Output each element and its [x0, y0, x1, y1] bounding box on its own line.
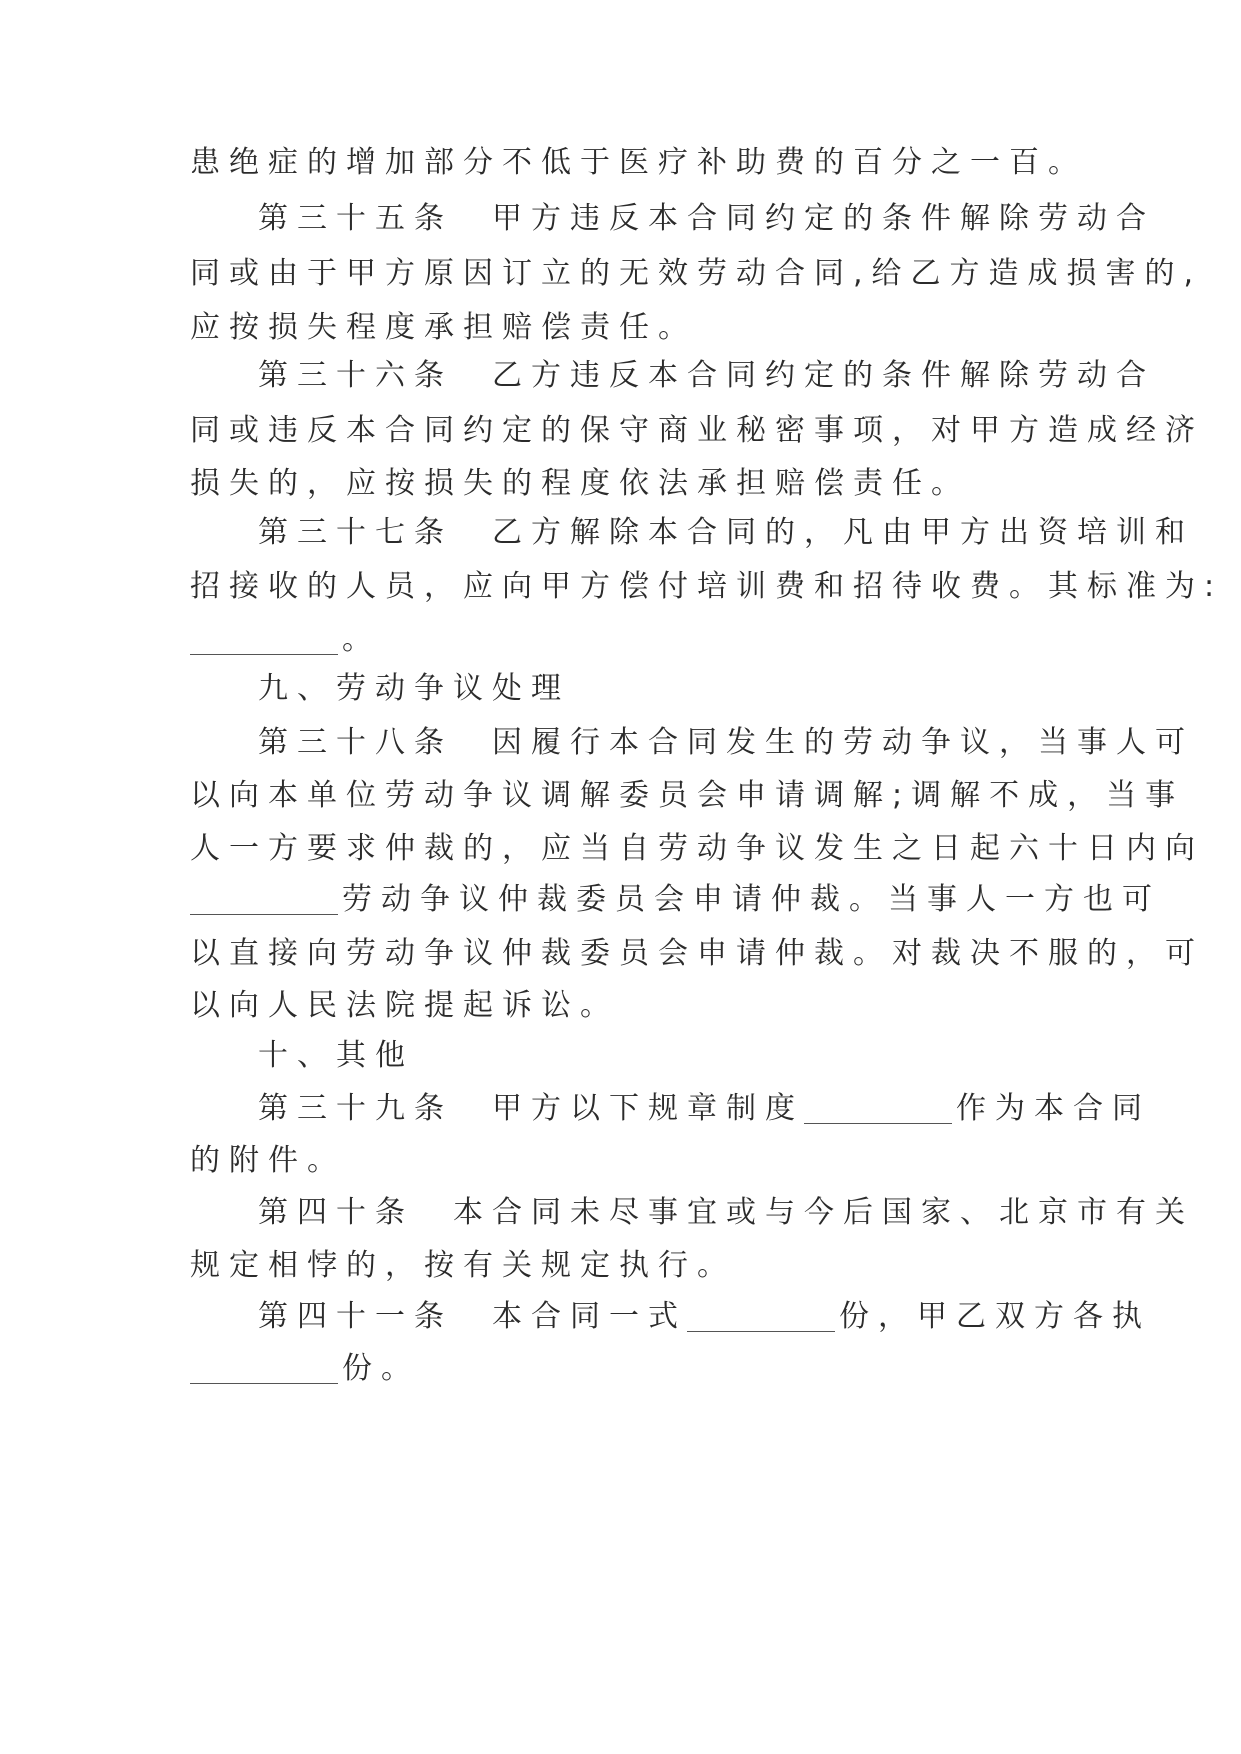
- blank-suffix: 。: [342, 622, 381, 657]
- article-40-line-2: 规定相悖的，按有关规定执行。: [190, 1248, 736, 1283]
- fill-in-blank: [190, 1353, 338, 1384]
- article-39-text-before: 第三十九条 甲方以下规章制度: [258, 1091, 804, 1126]
- article-40-line-1: 第四十条 本合同未尽事宜或与今后国家、北京市有关: [258, 1195, 1194, 1230]
- article-39-line-2: 的附件。: [190, 1143, 346, 1178]
- article-36-line-3: 损失的，应按损失的程度依法承担赔偿责任。: [190, 466, 970, 501]
- fill-in-blank: [190, 624, 338, 655]
- fill-in-blank: [687, 1301, 835, 1332]
- article-38-line-5: 以直接向劳动争议仲裁委员会申请仲裁。对裁决不服的，可: [190, 936, 1204, 971]
- article-37-line-3: [190, 620, 1090, 660]
- article-35-line-1: 第三十五条 甲方违反本合同约定的条件解除劳动合: [258, 201, 1155, 236]
- article-39-text-after: 作为本合同: [956, 1091, 1151, 1126]
- article-38-line-4-text: 劳动争议仲裁委员会申请仲裁。当事人一方也可: [342, 882, 1161, 917]
- article-38-line-4: [190, 880, 1161, 920]
- article-39-line-1: [258, 1089, 1158, 1129]
- article-41-line-2-text: 份。: [342, 1351, 420, 1386]
- article-41-text-after: 份，甲乙双方各执: [839, 1299, 1151, 1334]
- article-41-line-1: [258, 1297, 1158, 1337]
- section-10-heading: 十、其他: [258, 1038, 414, 1073]
- article-36-line-1: 第三十六条 乙方违反本合同约定的条件解除劳动合: [258, 358, 1155, 393]
- article-38-line-3: 人一方要求仲裁的，应当自劳动争议发生之日起六十日内向: [190, 831, 1204, 866]
- article-37-line-2: 招接收的人员，应向甲方偿付培训费和招待收费。其标准为:: [190, 569, 1224, 604]
- article-38-line-2: 以向本单位劳动争议调解委员会申请调解;调解不成，当事: [190, 778, 1185, 813]
- article-41-text-before: 第四十一条 本合同一式: [258, 1299, 687, 1334]
- article-37-line-1: 第三十七条 乙方解除本合同的，凡由甲方出资培训和: [258, 515, 1194, 550]
- article-35-line-2: 同或由于甲方原因订立的无效劳动合同,给乙方造成损害的,: [190, 256, 1203, 291]
- article-38-line-1: 第三十八条 因履行本合同发生的劳动争议，当事人可: [258, 725, 1194, 760]
- article-35-line-3: 应按损失程度承担赔偿责任。: [190, 310, 697, 345]
- text-line: 患绝症的增加部分不低于医疗补助费的百分之一百。: [190, 145, 1087, 180]
- section-9-heading: 九、劳动争议处理: [258, 671, 570, 706]
- fill-in-blank: [804, 1093, 952, 1124]
- article-36-line-2: 同或违反本合同约定的保守商业秘密事项，对甲方造成经济: [190, 413, 1204, 448]
- fill-in-blank: [190, 884, 338, 915]
- article-41-line-2: [190, 1349, 1090, 1389]
- article-38-line-6: 以向人民法院提起诉讼。: [190, 988, 619, 1023]
